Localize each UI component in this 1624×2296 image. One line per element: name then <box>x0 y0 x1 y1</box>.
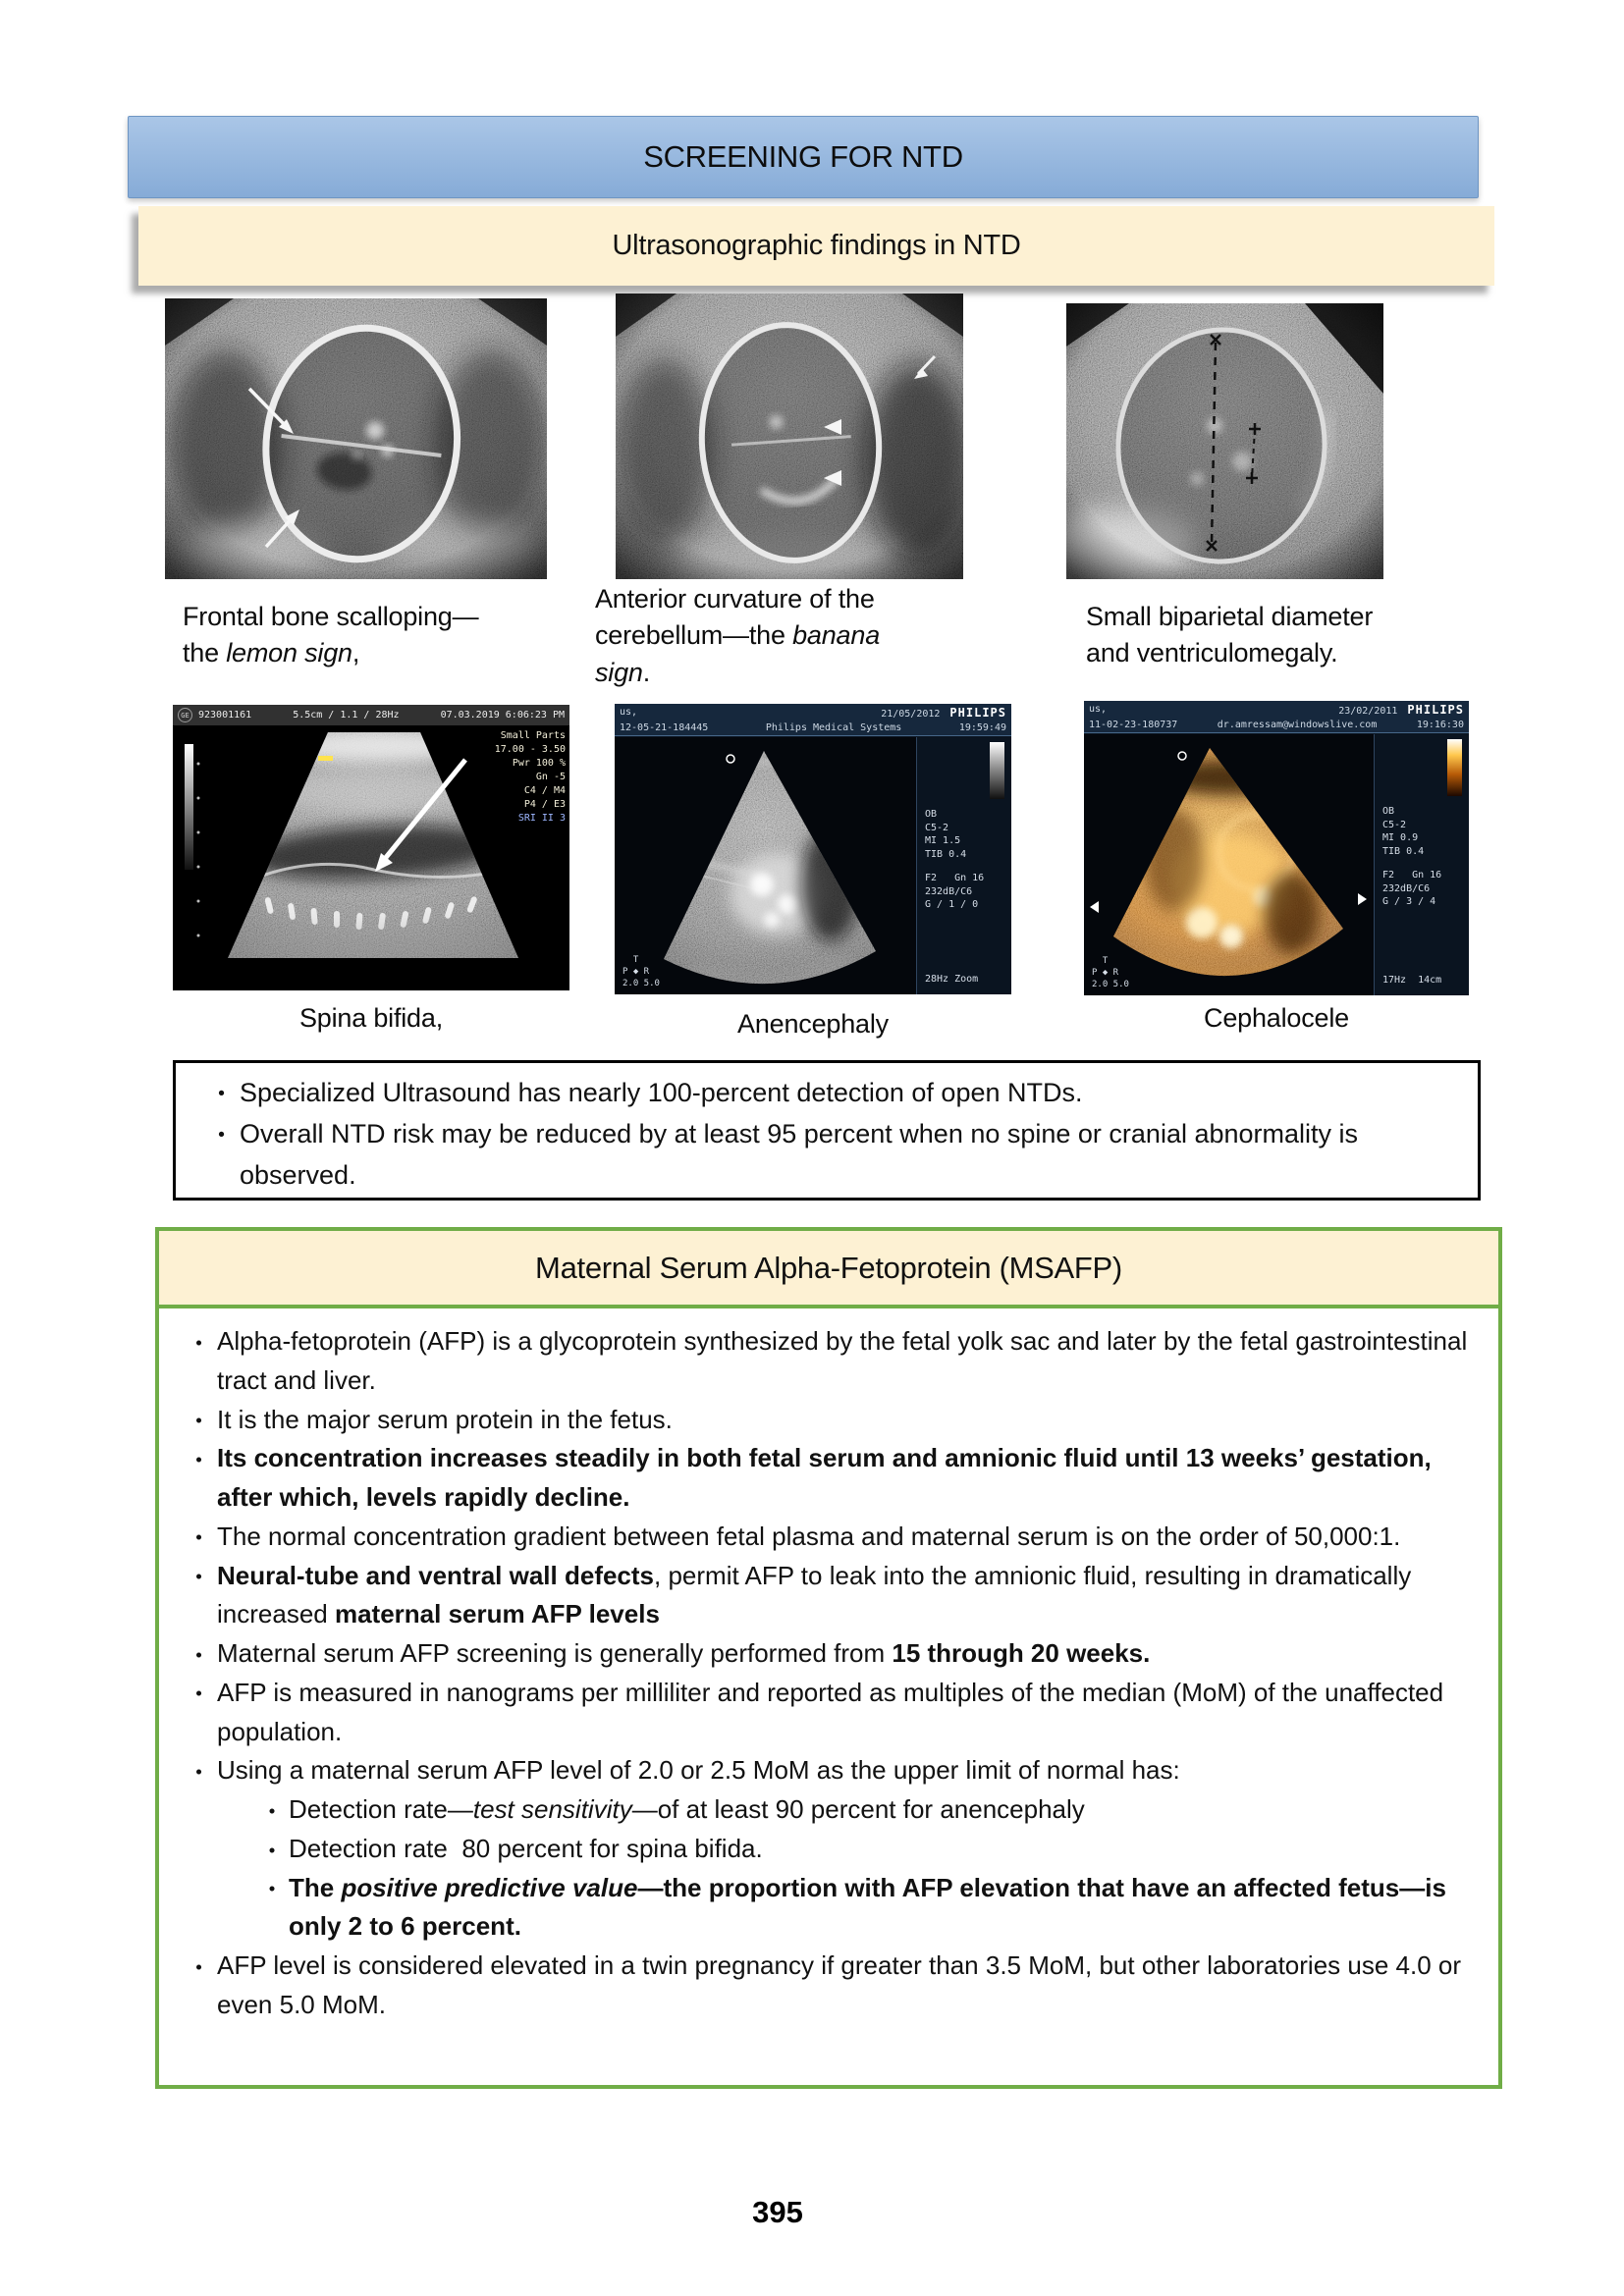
bullet-text: Specialized Ultrasound has nearly 100-percent detection of open NTDs. <box>240 1078 1083 1107</box>
bullet-item <box>181 1674 1475 1752</box>
ge-datetime: 07.03.2019 6:06:23 PM <box>440 710 565 721</box>
philips-sidebar <box>1374 734 1469 995</box>
bullet-text: Neural-tube and ventral wall defects, permit AFP to leak into the amnionic fluid, resulting in dramatically increased maternal serum AFP levels <box>217 1560 1412 1629</box>
bullet-text: Alpha-fetoprotein (AFP) is a glycoprotein synthesized by the fetal yolk sac and later by the fetal gastrointestinal tract and liver. <box>217 1326 1468 1395</box>
caption-lemon-sign: Frontal bone scalloping— the lemon sign, <box>183 602 479 668</box>
caption-banana-sign: Anterior curvature of the cerebellum—the banana sign. <box>595 584 881 687</box>
label-cephalocele: Cephalocele <box>1204 1003 1349 1033</box>
scan-time: 19:59:49 <box>958 722 1006 733</box>
machine-text-line: T <box>623 954 639 965</box>
page-title: SCREENING FOR NTD <box>643 139 963 174</box>
machine-text-line: MI 1.5 <box>925 835 961 846</box>
bullet-dot: • <box>195 1643 202 1665</box>
machine-text-line: C5-2 <box>925 822 949 833</box>
bullet-dot: • <box>268 1799 276 1821</box>
page-number: 395 <box>752 2195 803 2229</box>
bullet-text: The normal concentration gradient between fetal plasma and maternal serum is on the order of 50,000:1. <box>217 1521 1401 1551</box>
bullet-item <box>255 1869 1475 1948</box>
msafp-section <box>155 1227 1502 2089</box>
machine-text-line: G / 1 / 0 <box>925 899 979 910</box>
bullet-item <box>203 1113 1460 1196</box>
ultrasound-cephalocele <box>1084 701 1469 995</box>
bullet-dot: • <box>268 1878 276 1899</box>
gain-info <box>925 872 1007 912</box>
machine-text-line: MI 0.9 <box>1382 832 1419 843</box>
bullet-text: Maternal serum AFP screening is generally performed from 15 through 20 weeks. <box>217 1638 1151 1669</box>
bullet-dot: • <box>195 1566 202 1587</box>
ultrasound-bpd-measure <box>1066 303 1383 579</box>
bullet-item <box>181 1322 1475 1401</box>
philips-header-bar <box>615 704 1011 736</box>
machine-text-line: G / 3 / 4 <box>1382 896 1436 907</box>
machine-text-line: T <box>1092 955 1109 966</box>
section-subtitle: Ultrasonographic findings in NTD <box>612 230 1021 261</box>
orientation-marks <box>1092 955 1129 990</box>
ultrasound-lemon-sign <box>165 298 547 579</box>
machine-text-line: SRI II 3 <box>517 813 566 824</box>
label-spina-bifida: Spina bifida, <box>298 1003 443 1033</box>
bullet-text: It is the major serum protein in the fetus. <box>217 1404 673 1434</box>
ge-study-id: 923001161 <box>198 710 252 721</box>
bullet-dot: • <box>195 1955 202 1977</box>
bullet-item <box>181 1634 1475 1674</box>
bullet-text: Overall NTD risk may be reduced by at least 95 percent when no spine or cranial abnormality is observed. <box>240 1119 1359 1191</box>
bullet-item <box>181 1947 1475 2025</box>
bullet-text: AFP level is considered elevated in a twin pregnancy if greater than 3.5 MoM, but other laboratories use 4.0 or even 5.0 MoM. <box>217 1950 1462 2020</box>
machine-text-line: OB <box>925 809 938 820</box>
page-title-bar <box>128 116 1479 198</box>
machine-text-line: 17.00 - 3.50 <box>494 744 566 755</box>
bullet-item <box>181 1439 1475 1518</box>
bullet-text: Its concentration increases steadily in both fetal serum and amnionic fluid until 13 weeks’ gestation, after which, levels rapidly decline. <box>217 1443 1432 1513</box>
study-id: 11-02-23-180737 <box>1089 720 1178 730</box>
bullet-dot: • <box>218 1082 225 1104</box>
bullet-item <box>181 1557 1475 1635</box>
ultrasound-banana-sign <box>616 294 963 579</box>
ge-settings: 5.5cm / 1.1 / 28Hz <box>293 710 400 721</box>
machine-text-line: 232dB/C6 <box>925 885 973 897</box>
section-subtitle-bar <box>138 206 1494 286</box>
study-id: 12-05-21-184445 <box>620 722 709 733</box>
bullet-dot: • <box>195 1410 202 1431</box>
bullet-item <box>181 1751 1475 1790</box>
ge-header-bar <box>173 705 569 725</box>
gain-info <box>1382 869 1465 909</box>
caption-bpd: Small biparietal diameter and ventriculomegaly. <box>1086 602 1374 668</box>
machine-text-line: C5-2 <box>1382 819 1407 830</box>
machine-text-line: P ◆ R <box>1092 967 1119 978</box>
ultrasound-spina-bifida <box>173 705 569 990</box>
scan-date: 23/02/2011 <box>1338 706 1398 717</box>
bullet-dot: • <box>268 1839 276 1860</box>
probe-info <box>925 808 1007 861</box>
bullet-item <box>181 1401 1475 1440</box>
grayscale-bar <box>990 742 1004 799</box>
scan-date: 21/05/2012 <box>881 709 941 720</box>
bullet-text: The positive predictive value—the proportion with AFP elevation that have an affected fetus—is only 2 to 6 percent. <box>289 1872 1446 1942</box>
ultrasound-anencephaly <box>615 704 1011 994</box>
framerate-label: 28Hz Zoom <box>925 973 979 985</box>
machine-text-line: OB <box>1382 806 1395 817</box>
machine-text-line: 2.0 5.0 <box>1092 979 1129 989</box>
machine-text-line: 232dB/C6 <box>1382 882 1431 894</box>
colormap-bar <box>1447 739 1462 796</box>
bullet-item <box>255 1790 1475 1830</box>
machine-text-line: F2 Gn 16 <box>1382 870 1442 881</box>
bullet-dot: • <box>195 1682 202 1704</box>
bullet-text: Detection rate 80 percent for spina bifida. <box>289 1833 763 1863</box>
ge-logo: GE <box>178 708 192 722</box>
bullet-dot: • <box>195 1760 202 1782</box>
machine-text-line: Gn -5 <box>535 772 566 782</box>
machine-text-line: TIB 0.4 <box>925 848 967 860</box>
scan-time: 19:16:30 <box>1416 720 1464 730</box>
philips-logo: PHILIPS <box>949 706 1006 720</box>
ge-sidebar <box>495 729 566 826</box>
lemon-sign-scan-art <box>165 298 547 579</box>
bullet-text: Detection rate—test sensitivity—of at least 90 percent for anencephaly <box>289 1794 1085 1825</box>
orientation-marks <box>623 954 660 989</box>
bullet-dot: • <box>195 1448 202 1469</box>
machine-text-line: P4 / E3 <box>523 799 566 810</box>
anencephaly-scan-art <box>615 737 916 994</box>
modality-label: us, <box>620 707 638 718</box>
machine-text-line: C4 / M4 <box>523 785 566 796</box>
framerate-label: 17Hz 14cm <box>1382 974 1442 986</box>
bullet-dot: • <box>195 1331 202 1353</box>
bullet-item <box>255 1830 1475 1869</box>
msafp-title-bar <box>159 1231 1498 1308</box>
bullet-item <box>181 1518 1475 1557</box>
bullet-text: AFP is measured in nanograms per milliliter and reported as multiples of the median (MoM) of the unaffected population. <box>217 1677 1444 1746</box>
philips-sidebar <box>916 737 1011 994</box>
probe-info <box>1382 805 1465 858</box>
machine-text-line: TIB 0.4 <box>1382 845 1425 857</box>
bpd-scan-art <box>1066 303 1383 579</box>
ultrasound-summary-box <box>173 1060 1481 1201</box>
system-name: Philips Medical Systems <box>765 722 902 733</box>
modality-label: us, <box>1089 704 1108 715</box>
banana-sign-scan-art <box>616 294 963 579</box>
bullet-dot: • <box>195 1526 202 1548</box>
bullet-dot: • <box>218 1123 225 1146</box>
machine-text-line: F2 Gn 16 <box>925 873 985 883</box>
bullet-text: Using a maternal serum AFP level of 2.0 or 2.5 MoM as the upper limit of normal has: <box>217 1755 1180 1786</box>
philips-header-bar <box>1084 701 1469 733</box>
operator-email: dr.amressam@windowslive.com <box>1217 720 1378 730</box>
label-anencephaly: Anencephaly <box>737 1009 889 1039</box>
machine-text-line: Pwr 100 % <box>512 758 566 769</box>
machine-text-line: P ◆ R <box>623 966 650 977</box>
machine-text-line: Small Parts <box>500 730 566 741</box>
msafp-bullet-list <box>159 1308 1498 2025</box>
bullet-item <box>203 1072 1460 1113</box>
msafp-title: Maternal Serum Alpha-Fetoprotein (MSAFP) <box>535 1250 1122 1285</box>
machine-text-line: 2.0 5.0 <box>623 978 660 988</box>
philips-logo: PHILIPS <box>1407 703 1464 717</box>
